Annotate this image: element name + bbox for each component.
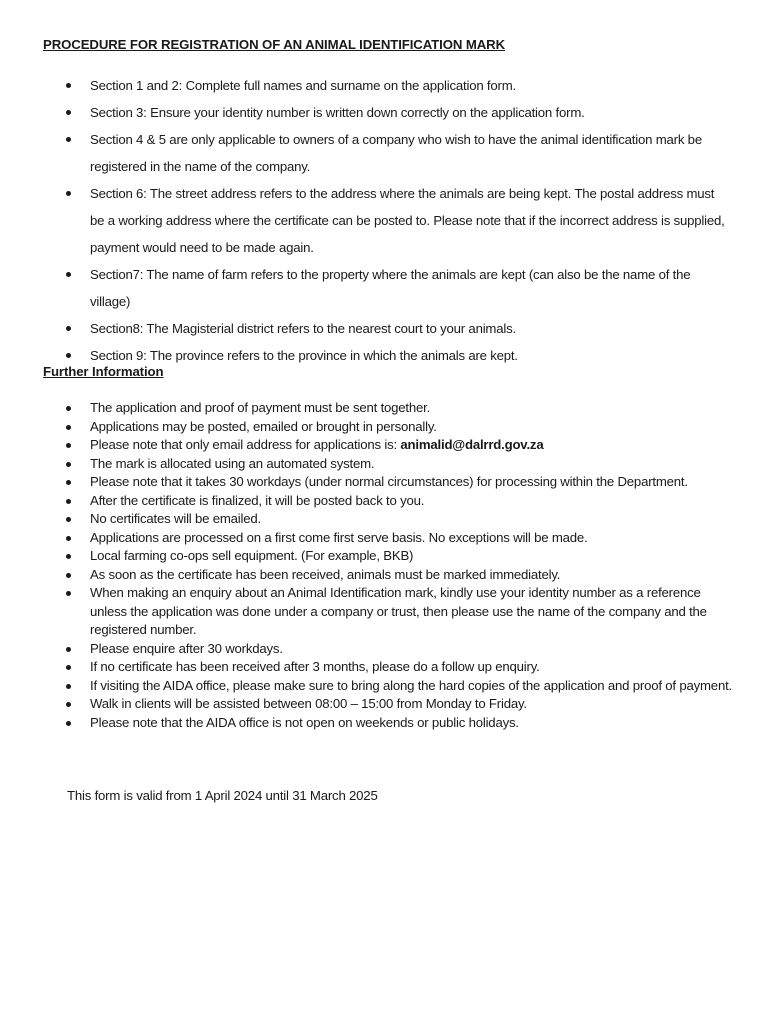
bullet-icon [66, 462, 71, 467]
list-item [0, 695, 768, 714]
list-item-text: Please note that it takes 30 workdays (under normal circumstances) for processing within the Department. [90, 474, 688, 489]
list-item-text: When making an enquiry about an Animal Identification mark, kindly use your identity number as a reference unless the application was done under a company or trust, then please use the name of the company and the registered number. [90, 585, 707, 637]
bullet-icon [66, 110, 71, 115]
list-item-text: Please note that the AIDA office is not open on weekends or public holidays. [90, 714, 519, 730]
list-item-text: Section 9: The province refers to the province in which the animals are kept. [90, 348, 518, 363]
bullet-icon [66, 406, 71, 411]
list-item [0, 126, 768, 180]
further-information-list [0, 399, 768, 732]
bullet-icon [66, 425, 71, 430]
bullet-icon [66, 684, 71, 689]
list-item-text: Local farming co-ops sell equipment. (For example, BKB) [90, 548, 414, 563]
list-item [0, 99, 768, 126]
list-item [0, 261, 768, 315]
bullet-icon [66, 573, 71, 578]
further-information-heading: Further Information [43, 364, 164, 379]
list-item-text: Applications are processed on a first come first serve basis. No exceptions will be made. [90, 529, 588, 545]
list-item-text: Section8: The Magisterial district refers to the nearest court to your animals. [90, 321, 516, 336]
list-item [0, 714, 768, 733]
list-item-text: Section 4 & 5 are only applicable to owners of a company who wish to have the animal identification mark be registered in the name of the company. [90, 132, 702, 174]
list-item [0, 315, 768, 342]
list-item [0, 180, 768, 261]
bullet-icon [66, 353, 71, 358]
bullet-icon [66, 499, 71, 504]
list-item-text: Section7: The name of farm refers to the property where the animals are kept (can also be the name of the village) [90, 267, 691, 309]
list-item-text: After the certificate is finalized, it will be posted back to you. [90, 492, 425, 508]
list-item-text: Please note that only email address for applications is: [90, 437, 401, 452]
list-item-text: If visiting the AIDA office, please make sure to bring along the hard copies of the application and proof of payment. [90, 677, 733, 693]
email-address[interactable]: animalid@dalrrd.gov.za [400, 437, 544, 452]
list-item-text: Please enquire after 30 workdays. [90, 640, 283, 656]
list-item [0, 547, 768, 566]
bullet-icon [66, 647, 71, 652]
list-item-text: Section 6: The street address refers to the address where the animals are being kept. The postal address must be a working address where the certificate can be posted to. Please note that if the incorrect address is supplied, payment would need to be made again. [90, 186, 725, 255]
bullet-icon [66, 480, 71, 485]
list-item-text: The application and proof of payment must be sent together. [90, 400, 431, 415]
bullet-icon [66, 702, 71, 707]
bullet-icon [66, 591, 71, 596]
list-item [0, 399, 768, 418]
procedure-list [0, 72, 768, 369]
bullet-icon [66, 272, 71, 277]
list-item-text: As soon as the certificate has been received, animals must be marked immediately. [90, 566, 561, 582]
bullet-icon [66, 443, 71, 448]
list-item [0, 529, 768, 548]
bullet-icon [66, 517, 71, 522]
bullet-icon [66, 536, 71, 541]
list-item [0, 473, 768, 492]
bullet-icon [66, 665, 71, 670]
procedure-heading: PROCEDURE FOR REGISTRATION OF AN ANIMAL IDENTIFICATION MARK [43, 37, 505, 52]
list-item-text: Section 1 and 2: Complete full names and surname on the application form. [90, 78, 516, 93]
list-item [0, 455, 768, 474]
list-item-text: The mark is allocated using an automated system. [90, 455, 375, 471]
bullet-icon [66, 191, 71, 196]
list-item [0, 510, 768, 529]
bullet-icon [66, 326, 71, 331]
list-item-text: If no certificate has been received after 3 months, please do a follow up enquiry. [90, 659, 540, 674]
list-item [0, 566, 768, 585]
bullet-icon [66, 554, 71, 559]
list-item-text: Section 3: Ensure your identity number is written down correctly on the application form. [90, 105, 585, 120]
list-item [0, 72, 768, 99]
list-item [0, 492, 768, 511]
list-item [0, 640, 768, 659]
list-item-text: No certificates will be emailed. [90, 511, 261, 526]
list-item [0, 677, 768, 696]
list-item [0, 658, 768, 677]
list-item-text: Applications may be posted, emailed or brought in personally. [90, 418, 437, 434]
list-item-text: Walk in clients will be assisted between 08:00 – 15:00 from Monday to Friday. [90, 696, 527, 711]
bullet-icon [66, 137, 71, 142]
list-item [0, 418, 768, 437]
bullet-icon [66, 721, 71, 726]
validity-note: This form is valid from 1 April 2024 until 31 March 2025 [67, 788, 378, 803]
list-item [0, 584, 768, 640]
list-item [0, 436, 768, 455]
bullet-icon [66, 83, 71, 88]
